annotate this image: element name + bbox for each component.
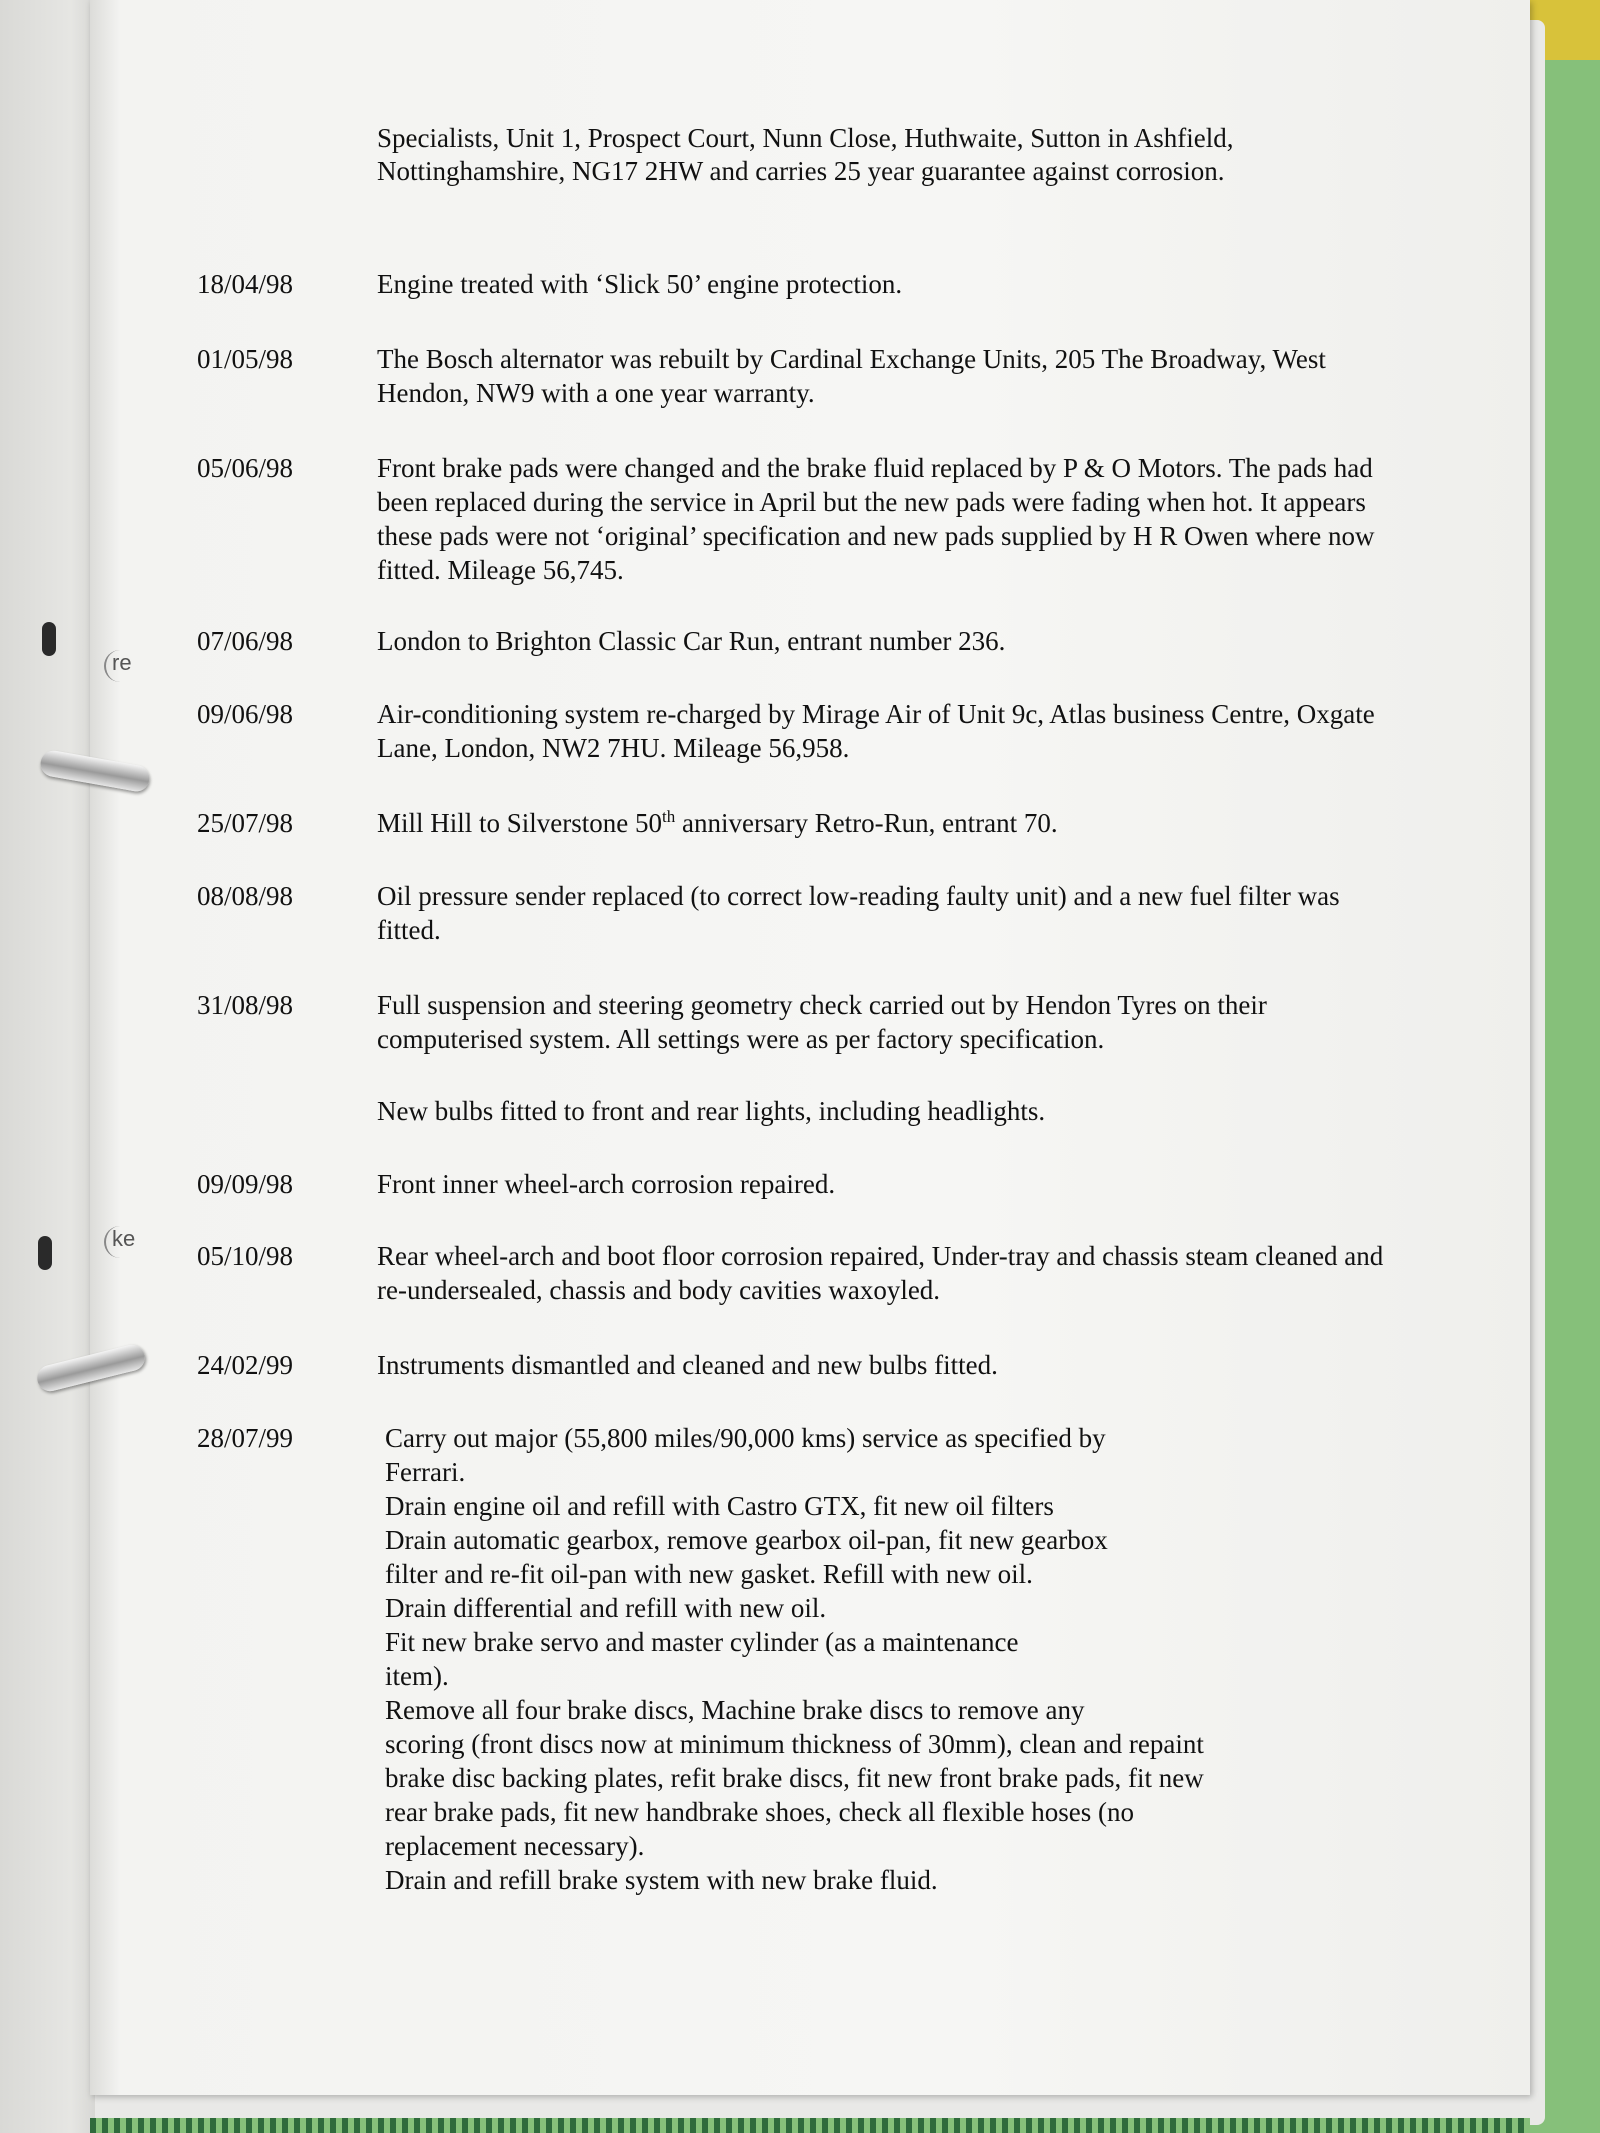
entry-date: 31/08/98 xyxy=(197,990,294,1020)
entry-date: 07/06/98 xyxy=(197,626,294,656)
entry-text: London to Brighton Classic Car Run, entrant number 236. xyxy=(377,626,1006,656)
entry-date: 28/07/99 xyxy=(197,1423,294,1453)
entry-text: Oil pressure sender replaced (to correct low-reading faulty unit) and a new fuel filter was fitted. xyxy=(377,881,1340,945)
entry-text: Air-conditioning system re-charged by Mirage Air of Unit 9c, Atlas business Centre, Oxgate Lane, London, NW2 7HU. Mileage 56,958. xyxy=(377,699,1375,763)
entry-text: Front inner wheel-arch corrosion repaired. xyxy=(377,1169,836,1199)
punch-hole xyxy=(42,622,56,656)
entry-date: 01/05/98 xyxy=(197,344,294,374)
service-line: brake disc backing plates, refit brake discs, fit new front brake pads, fit new xyxy=(385,1763,1204,1793)
service-line: scoring (front discs now at minimum thickness of 30mm), clean and repaint xyxy=(385,1729,1204,1759)
service-line: Drain engine oil and refill with Castro GTX, fit new oil filters xyxy=(385,1491,1054,1521)
entry-text: The Bosch alternator was rebuilt by Cardinal Exchange Units, 205 The Broadway, West Hendon, NW9 with a one year warranty. xyxy=(377,344,1326,408)
entry-text: Instruments dismantled and cleaned and new bulbs fitted. xyxy=(377,1350,998,1380)
intro-paragraph: Specialists, Unit 1, Prospect Court, Nunn Close, Huthwaite, Sutton in Ashfield, Nottinghamshire, NG17 2HW and carries 25 year guarantee against corrosion. xyxy=(377,123,1234,186)
entry-text-part: anniversary Retro-Run, entrant 70. xyxy=(675,808,1058,838)
service-line: Fit new brake servo and master cylinder (as a maintenance xyxy=(385,1627,1019,1657)
entry-date: 24/02/99 xyxy=(197,1350,294,1380)
ordinal-suffix: th xyxy=(662,807,676,826)
index-tab-label: ke xyxy=(104,1226,152,1258)
entry-text: Engine treated with ‘Slick 50’ engine protection. xyxy=(377,269,903,299)
entry-date: 09/09/98 xyxy=(197,1169,294,1199)
service-line: replacement necessary). xyxy=(385,1831,645,1861)
entry-date: 09/06/98 xyxy=(197,699,294,729)
service-line: Drain differential and refill with new oil. xyxy=(385,1593,827,1623)
entry-date: 08/08/98 xyxy=(197,881,294,911)
entry-text: Full suspension and steering geometry check carried out by Hendon Tyres on their computerised system. All settings were as per factory specification. xyxy=(377,990,1267,1054)
entry-text xyxy=(385,1421,1405,1897)
service-line: filter and re-fit oil-pan with new gasket. Refill with new oil. xyxy=(385,1559,1033,1589)
service-line: item). xyxy=(385,1661,449,1691)
entry-text: Front brake pads were changed and the brake fluid replaced by P & O Motors. The pads had been replaced during the service in April but the new pads were fading when hot. It appears these pads were not ‘original’ specification and new pads supplied by H R Owen where now fitted. Mileage 56,745. xyxy=(377,453,1375,585)
bottom-edge-strip xyxy=(90,2118,1530,2133)
entry-date: 05/10/98 xyxy=(197,1241,294,1271)
service-line: Remove all four brake discs, Machine brake discs to remove any xyxy=(385,1695,1085,1725)
entry-text: Rear wheel-arch and boot floor corrosion repaired, Under-tray and chassis steam cleaned and re-undersealed, chassis and body cavities waxoyled. xyxy=(377,1241,1384,1305)
entry-text: New bulbs fitted to front and rear lights, including headlights. xyxy=(377,1096,1046,1126)
service-line: Ferrari. xyxy=(385,1457,466,1487)
service-line: Carry out major (55,800 miles/90,000 kms) service as specified by xyxy=(385,1423,1106,1453)
index-tab-label: re xyxy=(104,650,152,682)
punch-hole xyxy=(38,1236,52,1270)
entry-date: 18/04/98 xyxy=(197,269,294,299)
entry-text xyxy=(377,806,1397,840)
service-line: rear brake pads, fit new handbrake shoes, check all flexible hoses (no xyxy=(385,1797,1134,1827)
service-line: Drain and refill brake system with new brake fluid. xyxy=(385,1865,938,1895)
entry-date: 05/06/98 xyxy=(197,453,294,483)
entry-date: 25/07/98 xyxy=(197,808,294,838)
entry-text-part: Mill Hill to Silverstone 50 xyxy=(377,808,663,838)
service-line: Drain automatic gearbox, remove gearbox oil-pan, fit new gearbox xyxy=(385,1525,1108,1555)
